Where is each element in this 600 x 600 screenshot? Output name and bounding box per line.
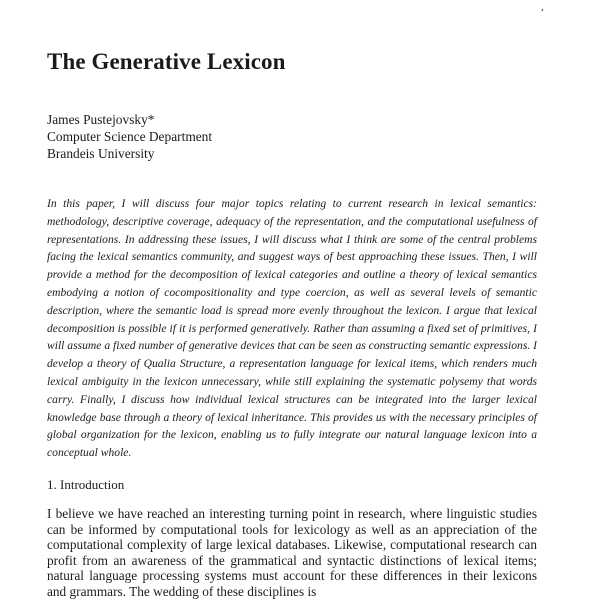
section-heading: 1. Introduction [47, 477, 125, 492]
author-institution: Brandeis University [47, 146, 155, 161]
abstract-paragraph: In this paper, I will discuss four major topics relating to current research in lexical semantics: methodology, descriptive coverage, adequacy of the representation, and the computational usefulness of representations. In addressing these issues, I will discuss what I think are some of the central problems facing the lexical semantics community, and suggest ways of best approaching these issues. Then, I will provide a method for the decomposition of lexical categories and outline a theory of lexical semantics embodying a notion of cocompositionality and type coercion, as well as several levels of semantic description, where the semantic load is spread more evenly throughout the lexicon. I argue that lexical decomposition is possible if it is performed generatively. Rather than assuming a fixed set of primitives, I will assume a fixed number of generative devices that can be seen as constructing semantic expressions. I develop a theory of Qualia Structure, a representation language for lexical items, which renders much lexical ambiguity in the lexicon unnecessary, while still explaining the systematic polysemy that words carry. Finally, I discuss how individual lexical structures can be integrated into the larger lexical knowledge base through a theory of lexical inheritance. This provides us with the necessary principles of global organization for the lexicon, enabling us to fully integrate our natural language lexicon into a conceptual whole. [47, 197, 537, 460]
section-body-paragraph: I believe we have reached an interesting turning point in research, where linguistic studies can be informed by computational tools for lexicology as well as an appreciation of the computational complexity of large lexical databases. Likewise, computational research can profit from an awareness of the grammatical and syntactic distinctions of lexical items; natural language processing systems must account for these differences in their lexicons and grammars. The wedding of these disciplines is [47, 506, 537, 599]
paper-title: The Generative Lexicon [47, 49, 286, 74]
corner-mark: , [541, 1, 544, 13]
author-name: James Pustejovsky* [47, 112, 155, 127]
author-block [47, 111, 212, 162]
author-department: Computer Science Department [47, 129, 213, 144]
